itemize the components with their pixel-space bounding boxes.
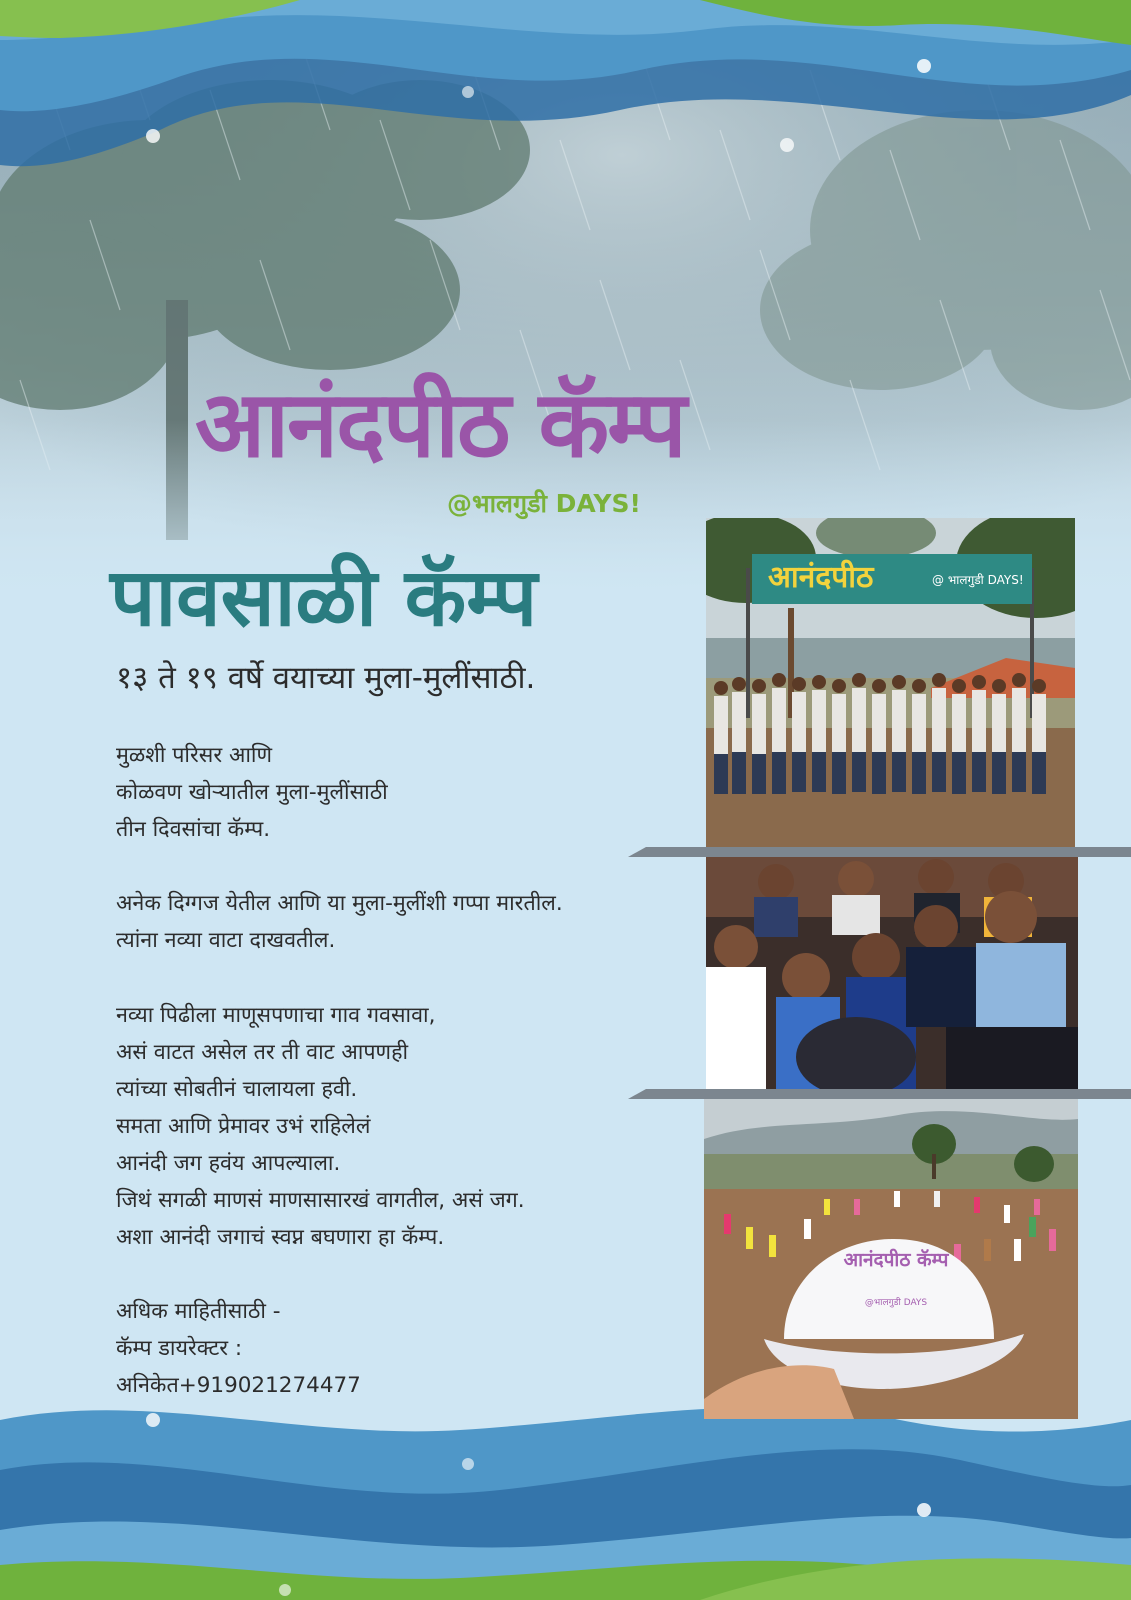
contact-role: कॅम्प डायरेक्टर : — [116, 1336, 243, 1361]
guests-paragraph — [116, 885, 563, 959]
contact-block — [116, 1293, 361, 1404]
text-line: त्यांना नव्या वाटा दाखवतील. — [116, 928, 336, 953]
text-line: त्यांच्या सोबतीनं चालायला हवी. — [116, 1077, 358, 1102]
camp-name-heading: पावसाळी कॅम्प — [110, 551, 538, 644]
text-line: तीन दिवसांचा कॅम्प. — [116, 817, 271, 842]
gate-sign-tagline: @ भालगुडी DAYS! — [932, 573, 1024, 587]
text-line: अनेक दिग्गज येतील आणि या मुला-मुलींशी गप्पा मारतील. — [116, 891, 563, 916]
poster-title-tagline: @भालगुडी DAYS! — [447, 489, 641, 518]
vision-paragraph — [116, 997, 525, 1256]
text-line: जिथं सगळी माणसं माणसासारखं वागतील, असं जग. — [116, 1188, 525, 1213]
contact-phone: अनिकेत+919021274477 — [116, 1373, 361, 1398]
poster-title: आनंदपीठ कॅम्प — [195, 371, 685, 478]
text-line: कोळवण खोऱ्यातील मुला-मुलींसाठी — [116, 780, 388, 805]
intro-paragraph — [116, 737, 388, 848]
text-line: अशा आनंदी जगाचं स्वप्न बघणारा हा कॅम्प. — [116, 1225, 445, 1250]
photo-children-group — [706, 857, 1078, 1089]
photo-divider — [628, 1089, 1131, 1099]
gate-sign-title: आनंदपीठ — [768, 560, 874, 595]
text-line: मुळशी परिसर आणि — [116, 743, 273, 768]
cap-logo-title: आनंदपीठ कॅम्प — [843, 1249, 949, 1271]
contact-label: अधिक माहितीसाठी - — [116, 1299, 281, 1324]
photo-divider — [628, 847, 1131, 857]
text-line: समता आणि प्रेमावर उभं राहिलेलं — [116, 1114, 371, 1139]
top-wave-decoration — [0, 0, 1131, 200]
text-line: नव्या पिढीला माणूसपणाचा गाव गवसावा, — [116, 1003, 436, 1028]
bottom-wave-decoration — [0, 1400, 1131, 1600]
cap-logo-tagline: @भालगुडी DAYS — [864, 1298, 928, 1308]
photo-camp-circle-with-cap — [704, 1099, 1078, 1419]
text-line: आनंदी जग हवंय आपल्याला. — [116, 1151, 341, 1176]
photo-group-at-gate — [706, 518, 1075, 848]
age-group-line: १३ ते १९ वर्षे वयाच्या मुला-मुलींसाठी. — [116, 660, 536, 696]
text-line: असं वाटत असेल तर ती वाट आपणही — [116, 1040, 409, 1065]
